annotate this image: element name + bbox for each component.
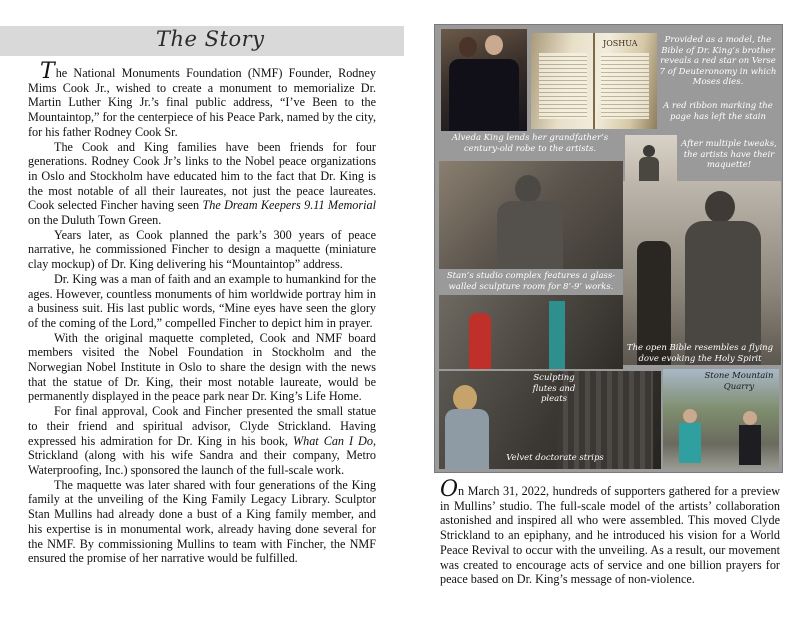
paragraph-4: Dr. King was a man of faith and an example to humankind for the ages. However, countless monuments of him worldwide portray him in a business suit. His last public words, “Mine eyes have seen the glory of the coming of the Lord,” compelled Fincher to depict him in prayer.: [28, 271, 376, 330]
caption-velvet: Velvet doctorate strips: [506, 453, 604, 463]
story-text: [28, 59, 376, 566]
photo-bible: [531, 33, 657, 129]
caption-studio: Stan’s studio complex features a glass-walled sculpture room for 8’-9’ works.: [446, 271, 616, 292]
paragraph-6-text-a: For final approval, Cook and Fincher presented the small statue to their friend and spiritual advisor, Clyde Strickland. Having expressed his admiration for Dr. King in his book,: [28, 404, 376, 448]
paragraph-3: Years later, as Cook planned the park’s 300 years of peace narrative, he commissioned Fincher to design a maquette (miniature clay mockup) of Dr. King delivering his “Mountaintop” address.: [28, 227, 376, 272]
caption-dove: The open Bible resembles a flying dove evoking the Holy Spirit: [626, 343, 774, 364]
paragraph-2-text-a: The Cook and King families have been friends for four generations. Rodney Cook Jr’s links to the Nobel peace organizations in Oslo and Stockholm have educated him to the fact that Dr. King is the most notable of all their laureates, not just the peace laureates. Cook selected Fincher having seen: [28, 139, 376, 213]
caption-flutes: Sculpting flutes and pleats: [532, 373, 576, 404]
memorial-title: The Dream Keepers 9.11 Memorial: [202, 198, 376, 213]
caption-bible: Provided as a model, the Bible of Dr. King’s brother reveals a red star on Verse 7 of Deuteronomy in which Moses dies.: [659, 35, 777, 87]
paragraph-6-text-b: , Strickland (along with his wife Sandra and their company, Metro Waterproofing, Inc.) sponsored the launch of the full-scale work.: [28, 433, 376, 477]
closing-paragraph: [440, 477, 780, 587]
paragraph-7: The maquette was later shared with four generations of the King family at the unveiling of the King Family Legacy Library. Sculptor Stan Mullins had already done a bust of a King family member, and his expertise is in monumental work, already having done several for the NMF. By commissioning Mullins to team with Fincher, the NMF ensured the promise of her narrative would be fulfilled.: [28, 477, 376, 566]
paragraph-6: [28, 404, 376, 478]
paragraph-2: [28, 140, 376, 228]
paragraph-2-text-b: on the Duluth Town Green.: [28, 213, 162, 228]
photo-glass-room: [439, 295, 623, 369]
photo-full-scale-statue: [623, 181, 781, 365]
caption-maquette: After multiple tweaks, the artists have their maquette!: [681, 139, 777, 170]
drop-cap-closing: O: [440, 477, 459, 502]
drop-cap: T: [40, 59, 55, 84]
paragraph-5: With the original maquette completed, Cook and NMF board members visited the Nobel Foundation in Stockholm and the Norwegian Nobel Institute in Oslo to share the design with the news that the statue of Dr. King, their most notable laureate, would be permanently displayed in the peace park near Dr. King’s Life Home.: [28, 330, 376, 404]
book-title: What Can I Do: [292, 433, 373, 448]
closing-paragraph-text: n March 31, 2022, hundreds of supporters gathered for a preview in Mullins’ studio. The full-scale model of the artists’ collaboration astonished and inspired all who were assembled. This moved Clyde Strickland to an epiphany, and he introduced his vision for a World Peace Revival to occur with the unveiling. As a result, our movement was created to encourage acts of service and one billion prayers for peace based on Dr. King’s message of non-violence.: [440, 484, 780, 587]
paragraph-1-text: he National Monuments Foundation (NMF) Founder, Rodney Mims Cook Jr., wished to create a monument to memorialize Dr. Martin Luther King Jr.’s final public address, “I’ve Been to the Mountaintop,” for the centerpiece of his Peace Park, named by the city, for his father Rodney Cook Sr.: [28, 66, 376, 139]
title-band: [0, 26, 404, 56]
bible-heading: JOSHUA: [603, 39, 638, 48]
caption-robe: Alveda King lends her grandfather’s century-old robe to the artists.: [451, 133, 609, 154]
caption-ribbon: A red ribbon marking the page has left the stain: [663, 101, 773, 122]
paragraph-1: [28, 59, 376, 140]
photo-alveda-robe: [441, 29, 527, 131]
caption-quarry: Stone Mountain Quarry: [704, 371, 774, 392]
page-title: The Story: [156, 27, 265, 51]
photo-studio-sculpting: [439, 161, 623, 269]
closing-text: [440, 477, 780, 587]
photo-collage: [434, 24, 783, 473]
